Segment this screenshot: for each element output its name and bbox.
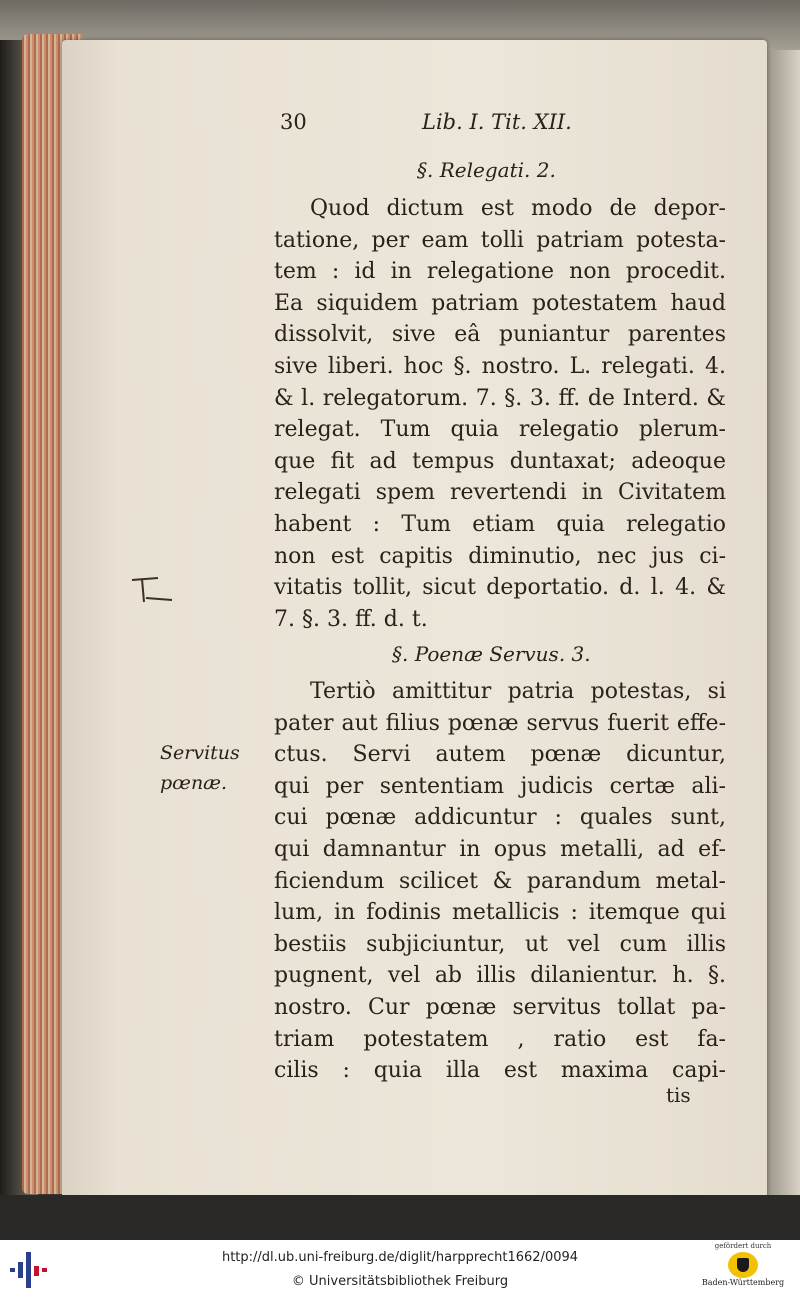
text-line: Ea siquidem patriam potestatem haud xyxy=(274,290,726,316)
page-number: 30 xyxy=(280,110,307,134)
text-line: nostro. Cur pœnæ servitus tollat pa- xyxy=(274,994,726,1020)
text-line: Quod dictum est modo de depor- xyxy=(310,196,726,221)
text-line: qui per sententiam judicis certæ ali- xyxy=(274,773,726,799)
text-line: que fit ad tempus duntaxat; adeoque xyxy=(274,448,726,474)
sponsor-label: gefördert durch xyxy=(714,1242,772,1250)
text-line: habent : Tum etiam quia relegatio xyxy=(274,511,726,537)
running-title: Lib. I. Tit. XII. xyxy=(422,110,572,134)
text-line: pugnent, vel ab illis dilanientur. h. §. xyxy=(274,963,726,989)
facing-page-edge xyxy=(767,50,800,1200)
permalink-url[interactable]: http://dl.ub.uni-freiburg.de/diglit/harpprecht1662/0094 xyxy=(221,1250,579,1265)
text-line: cilis : quia illa est maxima capi- xyxy=(274,1058,726,1084)
scan-background xyxy=(0,1195,800,1240)
text-line: cui pœnæ addicuntur : quales sunt, xyxy=(274,805,726,831)
text-line: lum, in fodinis metallicis : itemque qui xyxy=(274,900,726,926)
text-line: & l. relegatorum. 7. §. 3. ff. de Interd. & xyxy=(274,385,726,411)
section-2-text xyxy=(274,676,726,1087)
text-line: non est capitis diminutio, nec jus ci- xyxy=(274,543,726,569)
copyright-notice: © Universitätsbibliothek Freiburg xyxy=(291,1274,509,1289)
catchword: tis xyxy=(666,1083,691,1107)
text-line: pater aut filius pœnæ servus fuerit effe- xyxy=(274,710,726,736)
running-head xyxy=(0,110,800,140)
state-name: Baden-Württemberg xyxy=(701,1278,785,1287)
marginal-note-line: Servitus xyxy=(160,742,240,764)
text-line: relegat. Tum quia relegatio plerum- xyxy=(274,417,726,443)
marginal-note-line: pœnæ. xyxy=(160,772,228,794)
text-line: tatione, per eam tolli patriam potesta- xyxy=(274,227,726,253)
text-line: triam potestatem , ratio est fa- xyxy=(274,1026,726,1052)
text-line: sive liberi. hoc §. nostro. L. relegati. 4. xyxy=(274,353,726,379)
marginal-note xyxy=(160,738,240,798)
text-line: ctus. Servi autem pœnæ dicuntur, xyxy=(274,742,726,768)
text-line: 7. §. 3. ff. d. t. xyxy=(274,606,428,632)
section-heading-poenae-servus: §. Poenæ Servus. 3. xyxy=(392,642,591,666)
state-crest-icon xyxy=(728,1252,758,1278)
section-1-text xyxy=(274,193,726,635)
text-line: Tertiò amittitur patria potestas, si xyxy=(310,679,726,704)
text-line: qui damnantur in opus metalli, ad ef- xyxy=(274,836,726,862)
sponsor-badge xyxy=(693,1242,793,1298)
text-line: bestiis subjiciuntur, ut vel cum illis xyxy=(274,931,726,957)
text-line: ficiendum scilicet & parandum metal- xyxy=(274,868,726,894)
text-line: dissolvit, sive eâ puniantur parentes xyxy=(274,322,726,348)
margin-mark xyxy=(128,570,176,617)
text-line: relegati spem revertendi in Civitatem xyxy=(274,480,726,506)
viewer-footer xyxy=(0,1240,800,1298)
text-line: vitatis tollit, sicut deportatio. d. l. 4. & xyxy=(274,575,726,601)
text-line: tem : id in relegatione non procedit. xyxy=(274,259,726,285)
section-heading-relegati: §. Relegati. 2. xyxy=(417,158,556,182)
